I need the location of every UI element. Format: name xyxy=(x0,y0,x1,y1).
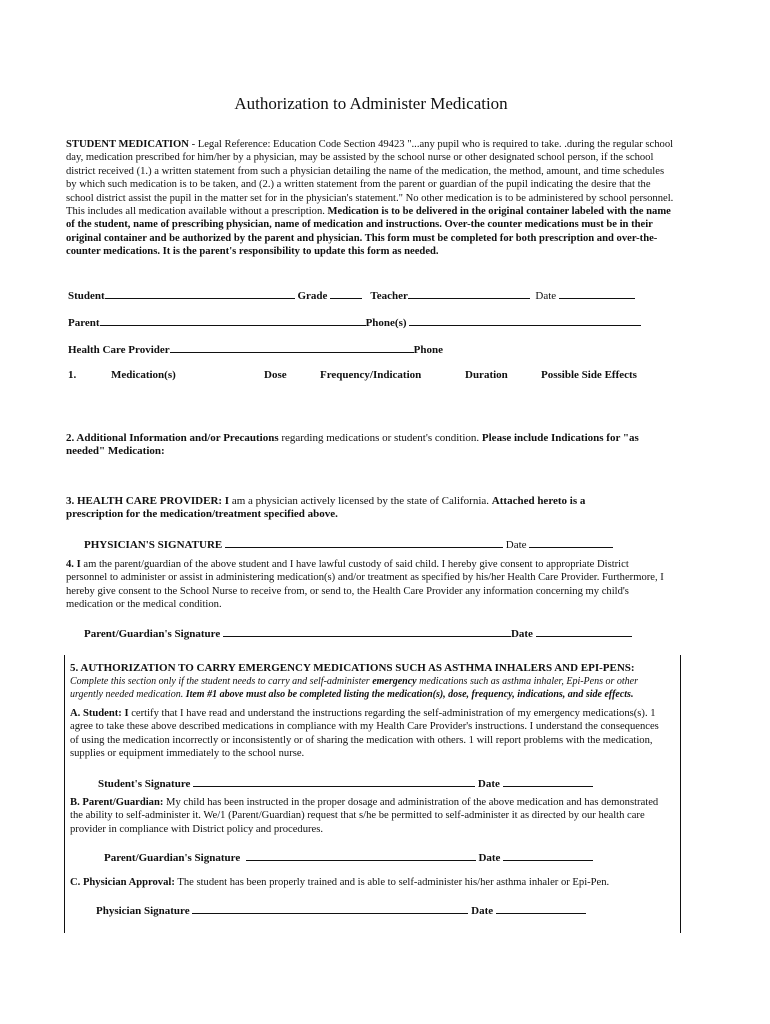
physician-approval-signature-field[interactable] xyxy=(192,903,468,914)
physician-approval-signature-row xyxy=(96,903,586,917)
page-title: Authorization to Administer Medication xyxy=(234,94,508,113)
med-header-frequency: Frequency/Indication xyxy=(320,369,422,381)
section-4-text: am the parent/guardian of the above student and I have lawful custody of said child. I hereby give consent to appropriate District personnel to administer or assist in administering medication(s) and/or treatment as specified by his/her Health Care Provider. Furthermore, I hereby give consent to the School Nurse to receive from, or send to, the Health Care Provider any information concerning my child's medication or the medical condition. xyxy=(66,559,664,611)
section-5c-text: The student has been properly trained and is able to self-administer his/her asthma inhaler or Epi-Pen. xyxy=(174,877,610,888)
guardian-date-field[interactable] xyxy=(503,850,593,861)
med-header-dose: Dose xyxy=(264,369,287,381)
physician-signature-row xyxy=(84,537,613,551)
section-5a xyxy=(70,707,670,761)
section-3 xyxy=(66,495,626,522)
parent-field[interactable] xyxy=(100,315,366,326)
med-number: 1. xyxy=(68,369,77,381)
section-2 xyxy=(66,432,666,459)
guardian-signature-label: Parent/Guardian's Signature xyxy=(104,852,241,864)
student-signature-row xyxy=(98,776,593,790)
section-5b-text: My child has been instructed in the proper dosage and administration of the above medication and has demonstrated the ability to self-administer it. We/1 (Parent/Guardian) request that s/he be permitted to self-administer it as directed by our health care provider in compliance with District policy and procedures. xyxy=(70,797,659,835)
parent-signature-label: Parent/Guardian's Signature xyxy=(84,628,221,640)
intro-heading: STUDENT MEDICATION xyxy=(66,139,189,150)
section-5a-label: A. Student: I xyxy=(70,708,129,719)
date-label: Date xyxy=(535,290,557,302)
phones-field[interactable] xyxy=(409,315,641,326)
date-field[interactable] xyxy=(559,288,635,299)
physician-signature-field[interactable] xyxy=(225,537,503,548)
phone-label: Phone xyxy=(413,344,443,356)
section-2-bold: Please include Indications for "as needed" Medication: xyxy=(66,432,639,458)
provider-row xyxy=(68,342,443,356)
parent-label: Parent xyxy=(68,317,100,329)
section-3-heading: 3. HEALTH CARE PROVIDER: I xyxy=(66,495,230,507)
section-2-heading: 2. Additional Information and/or Precautions xyxy=(66,432,279,444)
teacher-label: Teacher xyxy=(370,290,408,302)
student-date-label: Date xyxy=(477,778,500,790)
guardian-date-label: Date xyxy=(478,852,501,864)
section-3-text: am a physician actively licensed by the state of California. xyxy=(229,495,492,507)
section-5-heading: 5. AUTHORIZATION TO CARRY EMERGENCY MEDICATIONS SUCH AS ASTHMA INHALERS AND EPI-PENS: xyxy=(70,662,635,674)
section-5b xyxy=(70,796,670,836)
student-field[interactable] xyxy=(105,288,295,299)
section-5-note-emergency: emergency xyxy=(372,676,417,687)
physician-date-field[interactable] xyxy=(529,537,613,548)
intro-text: - Legal Reference: Education Code Section 49423 "...any pupil who is required to take. .during the regular school day, medication prescribed for him/her by a physician, may be assisted by the school nurse or other designated school person, if the school district received (1.) a written statement from such a physician detailing the name of the medication, the method, amount, and time schedules by which such medication is to be taken, and (2.) a written statement from the parent or guardian of the pupil indicating the desire that the school district assist the pupil in the matter set for in the physician's statement." No other medication is to be administered by school personnel. This includes all medication available without a prescription. xyxy=(66,139,674,218)
section-5-left-border xyxy=(64,655,65,933)
section-5b-label: B. Parent/Guardian: xyxy=(70,797,164,808)
physician-approval-date-field[interactable] xyxy=(496,903,586,914)
physician-approval-signature-label: Physician Signature xyxy=(96,905,190,917)
intro-paragraph xyxy=(66,138,676,259)
section-5-note-text: Complete this section only if the student needs to carry and self-administer xyxy=(70,676,373,687)
student-date-field[interactable] xyxy=(503,776,593,787)
phones-label: Phone(s) xyxy=(365,317,407,329)
section-4 xyxy=(66,558,666,612)
section-3-bold: Attached hereto is a prescription for the medication/treatment specified above. xyxy=(66,495,586,521)
section-2-text: regarding medications or student's condition. xyxy=(278,432,482,444)
section-5a-text: certify that I have read and understand the instructions regarding the self-administration of my emergency medications(s). 1 agree to take these above described medications in compliance with my Health Care Provider's instructions. I understand the consequences of using the medication incorrectly or inconsistently or of sharing the medication with others. 1 will report problems with the medication, supplies or equipment immediately to the school nurse. xyxy=(70,708,659,760)
physician-signature-label: PHYSICIAN'S SIGNATURE xyxy=(84,539,223,551)
med-header-side-effects: Possible Side Effects xyxy=(541,369,637,381)
student-row xyxy=(68,288,635,302)
parent-date-label: Date xyxy=(510,628,533,640)
parent-row xyxy=(68,315,641,329)
section-5c-label: C. Physician Approval: xyxy=(70,877,175,888)
section-4-heading: 4. I xyxy=(66,559,81,570)
student-signature-field[interactable] xyxy=(193,776,475,787)
parent-signature-field[interactable] xyxy=(223,626,511,637)
student-signature-label: Student's Signature xyxy=(98,778,191,790)
section-5-note-bold: Item #1 above must also be completed listing the medication(s), dose, frequency, indications, and side effects. xyxy=(185,689,634,700)
intro-bold-text: Medication is to be delivered in the original container labeled with the name of the student, name of prescribing physician, name of medication and instructions. Over-the counter medications must be in their original container and be authorized by the parent and physician. This form must be completed for both prescription and over-the-counter medications. It is the parent's responsibility to update this form as needed. xyxy=(66,206,671,258)
grade-label: Grade xyxy=(297,290,328,302)
guardian-signature-field[interactable] xyxy=(246,850,476,861)
grade-field[interactable] xyxy=(330,288,362,299)
section-5-note-text-2: medications such as asthma inhaler, Epi-Pens or other urgently needed medication. xyxy=(70,676,638,700)
section-5c xyxy=(70,876,675,889)
teacher-field[interactable] xyxy=(408,288,530,299)
physician-approval-date-label: Date xyxy=(471,905,494,917)
med-header-duration: Duration xyxy=(465,369,508,381)
med-header-medication: Medication(s) xyxy=(111,369,176,381)
provider-label: Health Care Provider xyxy=(68,344,170,356)
student-label: Student xyxy=(68,290,105,302)
guardian-signature-row xyxy=(104,850,593,864)
parent-date-field[interactable] xyxy=(536,626,632,637)
section-5-right-border xyxy=(680,655,681,933)
physician-date-label: Date xyxy=(505,539,527,551)
parent-signature-row xyxy=(84,626,632,640)
provider-field[interactable] xyxy=(170,342,414,353)
section-5-note xyxy=(70,675,672,701)
